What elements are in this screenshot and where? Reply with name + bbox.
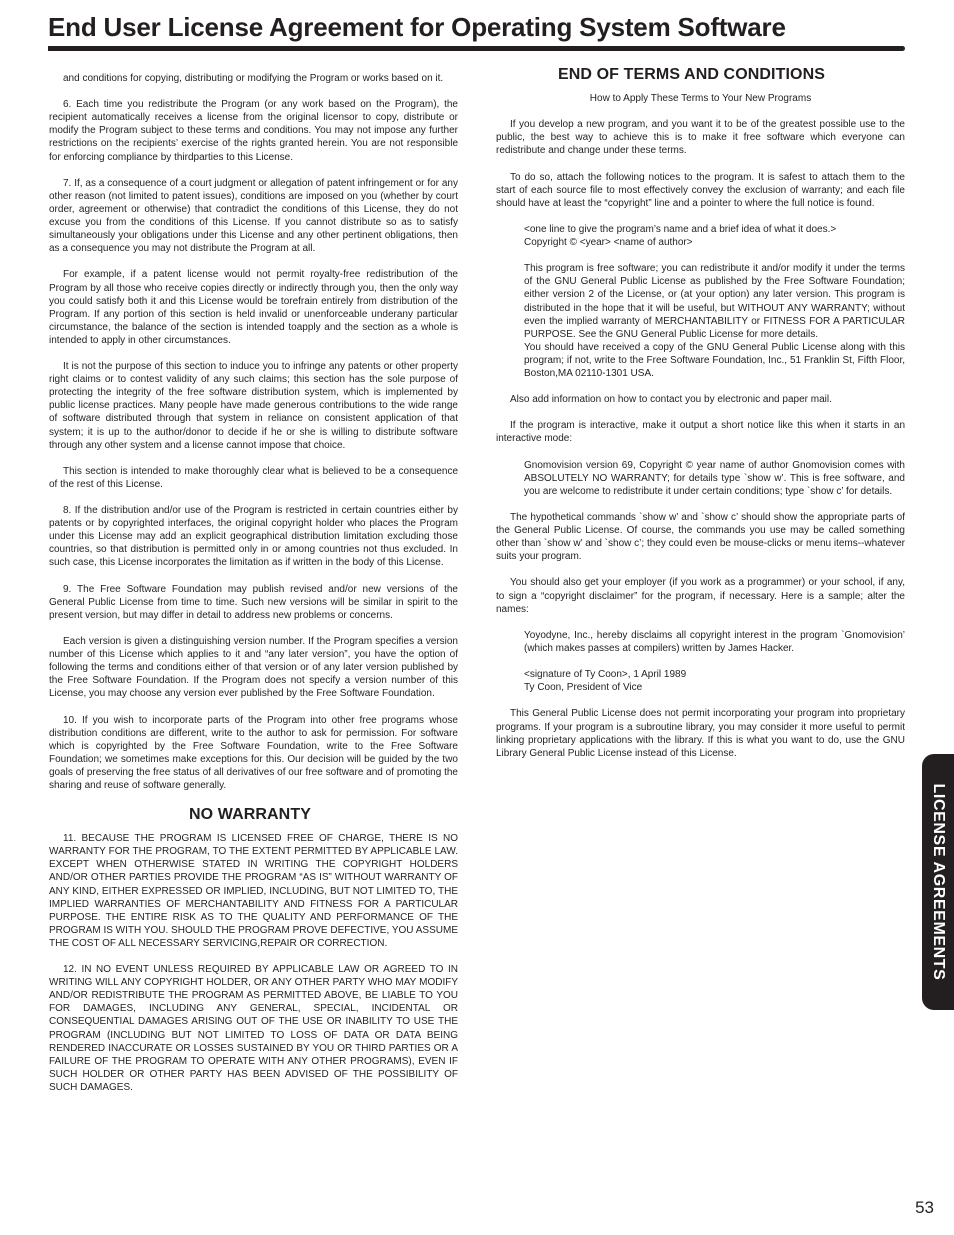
signature-line: Ty Coon, President of Vice: [524, 682, 643, 694]
section-side-tab: [922, 754, 954, 1010]
no-warranty-heading: NO WARRANTY: [189, 806, 311, 824]
left-column: [49, 72, 458, 1107]
paragraph: Also add information on how to contact you by electronic and paper mail.: [510, 394, 832, 406]
notice-body: This program is free software; you can redistribute it and/or modify it under the terms of the GNU General Public License as published by the Free Software Foundation; either version 2 of the License, or (at your option) any later version. This program is distributed in the hope that it will be useful, but WITHOUT ANY WARRANTY; without even the implied warranty of MERCHANTABILITY or FITNESS FOR A PARTICULAR PURPOSE. See the GNU General Public License for more details.: [524, 263, 905, 340]
end-of-terms-heading: END OF TERMS AND CONDITIONS: [558, 66, 825, 83]
paragraph: 10. If you wish to incorporate parts of the Program into other free programs whose distribution conditions are different, write to the author to ask for permission. For software which is copyrighted by the Free Software Foundation, write to the Free Software Foundation; we sometimes make exceptions for this. Our decision will be guided by the two goals of preserving the free status of all derivatives of our free software and of promoting the sharing and reuse of software generally.: [49, 714, 458, 792]
page-title: End User License Agreement for Operating System Software: [48, 12, 786, 42]
paragraph: If you develop a new program, and you want it to be of the greatest possible use to the public, the best way to achieve this is to make it free software which everyone can redistribute and change under these terms.: [496, 119, 905, 157]
paragraph: 11. BECAUSE THE PROGRAM IS LICENSED FREE OF CHARGE, THERE IS NO WARRANTY FOR THE PROGRAM, TO THE EXTENT PERMITTED BY APPLICABLE LAW. EXCEPT WHEN OTHERWISE STATED IN WRITING THE COPYRIGHT HOLDERS AND/OR OTHER PARTIES PROVIDE THE PROGRAM “AS IS” WITHOUT WARRANTY OF ANY KIND, EITHER EXPRESSED OR IMPLIED, INCLUDING, BUT NOT LIMITED TO, THE IMPLIED WARRANTIES OF MERCHANTABILITY AND FITNESS FOR A PARTICULAR PURPOSE. THE ENTIRE RISK AS TO THE QUALITY AND PERFORMANCE OF THE PROGRAM IS WITH YOU. SHOULD THE PROGRAM PROVE DEFECTIVE, YOU ASSUME THE COST OF ALL NECESSARY SERVICING,REPAIR OR CORRECTION.: [49, 833, 458, 949]
paragraph: To do so, attach the following notices to the program. It is safest to attach them to the start of each source file to most effectively convey the exclusion of warranty; and each file should have at least the “copyright” line and a pointer to where the full notice is found.: [496, 171, 905, 209]
notice-line: <one line to give the program’s name and a brief idea of what it does.>: [524, 223, 837, 235]
paragraph: 9. The Free Software Foundation may publish revised and/or new versions of the General Public License from time to time. Such new versions will be similar in spirit to the present version, but may differ in detail to address new problems or concerns.: [49, 583, 458, 621]
paragraph: The hypothetical commands `show w’ and `show c’ should show the appropriate parts of the General Public License. Of course, the commands you use may be called something other than `show w’ and `show c’; they could even be mouse-clicks or menu items--whatever suits your program.: [496, 512, 905, 563]
paragraph: You should also get your employer (if you work as a programmer) or your school, if any, to sign a “copyright disclaimer” for the program, if necessary. Here is a sample; alter the names:: [496, 577, 905, 615]
paragraph: Each version is given a distinguishing version number. If the Program specifies a version number of this License which applies to it and “any later version”, you have the option of following the terms and conditions either of that version or of any later version published by the Free Software Foundation. If the Program does not specify a version number of this License, you may choose any version ever published by the Free Software Foundation.: [49, 636, 458, 700]
paragraph: It is not the purpose of this section to induce you to infringe any patents or other property right claims or to contest validity of any such claims; this section has the sole purpose of protecting the integrity of the free software distribution system, which is implemented by public license practices. Many people have made generous contributions to the wide range of software distributed through that system in reliance on consistent application of that system; it is up to the author/donor to decide if he or she is willing to distribute software through any other system and a license cannot impose that choice.: [49, 361, 458, 451]
how-to-apply-subheading: How to Apply These Terms to Your New Programs: [589, 93, 812, 104]
interactive-notice: Gnomovision version 69, Copyright © year name of author Gnomovision comes with ABSOLUTELY NO WARRANTY; for details type `show w’. This is free software, and you are welcome to redistribute it under certain conditions; type `show c’ for details.: [524, 459, 905, 497]
paragraph: If the program is interactive, make it output a short notice like this when it starts in an interactive mode:: [496, 420, 905, 445]
paragraph: 7. If, as a consequence of a court judgment or allegation of patent infringement or for any other reason (not limited to patent issues), conditions are imposed on you (whether by court order, agreement or otherwise) that contradict the conditions of this License, they do not excuse you from the conditions of this License. If you cannot distribute so as to satisfy simultaneously your obligations under this License and any other pertinent obligations, then as a consequence you may not distribute the Program at all.: [49, 177, 458, 255]
copyright-disclaimer: Yoyodyne, Inc., hereby disclaims all copyright interest in the program `Gnomovision’ (which makes passes at compilers) written by James Hacker.: [524, 629, 905, 654]
notice-line: Copyright © <year> <name of author>: [524, 237, 693, 249]
title-rule: [48, 46, 905, 51]
notice-body: You should have received a copy of the GNU General Public License along with this program; if not, write to the Free Software Foundation, Inc., 51 Franklin St, Fifth Floor, Boston,MA 02110-1301 USA.: [524, 341, 905, 379]
paragraph: This General Public License does not permit incorporating your program into proprietary programs. If your program is a subroutine library, you may consider it more useful to permit linking proprietary applications with the library. If this is what you want to do, use the GNU Library General Public License instead of this License.: [496, 708, 905, 759]
paragraph: 6. Each time you redistribute the Program (or any work based on the Program), the recipient automatically receives a license from the original licensor to copy, distribute or modify the Program subject to these terms and conditions. You may not impose any further restrictions on the recipients’ exercise of the rights granted herein. You are not responsible for enforcing compliance by thirdparties to this License.: [49, 99, 458, 163]
paragraph: This section is intended to make thoroughly clear what is believed to be a consequence of the rest of this License.: [49, 465, 458, 490]
paragraph: 12. IN NO EVENT UNLESS REQUIRED BY APPLICABLE LAW OR AGREED TO IN WRITING WILL ANY COPYRIGHT HOLDER, OR ANY OTHER PARTY WHO MAY MODIFY AND/OR REDISTRIBUTE THE PROGRAM AS PERMITTED ABOVE, BE LIABLE TO YOU FOR DAMAGES, INCLUDING ANY GENERAL, SPECIAL, INCIDENTAL OR CONSEQUENTIAL DAMAGES ARISING OUT OF THE USE OR INABILITY TO USE THE PROGRAM (INCLUDING BUT NOT LIMITED TO LOSS OF DATA OR DATA BEING RENDERED INACCURATE OR LOSSES SUSTAINED BY YOU OR THIRD PARTIES OR A FAILURE OF THE PROGRAM TO OPERATE WITH ANY OTHER PROGRAMS), EVEN IF SUCH HOLDER OR OTHER PARTY HAS BEEN ADVISED OF THE POSSIBILITY OF SUCH DAMAGES.: [49, 964, 458, 1093]
page-number: 53: [915, 1198, 934, 1217]
side-tab-label: LICENSE AGREEMENTS: [930, 783, 947, 981]
paragraph: 8. If the distribution and/or use of the Program is restricted in certain countries either by patents or by copyrighted interfaces, the original copyright holder who places the Program under this License may add an explicit geographical distribution limitation excluding those countries, so that distribution is permitted only in or among countries not thus excluded. In such case, this License incorporates the limitation as if written in the body of this License.: [49, 505, 458, 569]
paragraph: For example, if a patent license would not permit royalty-free redistribution of the Program by all those who receive copies directly or indirectly through you, then the only way you could satisfy both it and this License would be torefrain entirely from distribution of the Program. If any portion of this section is held invalid or unenforceable underany particular circumstance, the balance of the section is intended toapply and the section as a whole is intended to apply in other circumstances.: [49, 269, 458, 346]
right-column: [496, 66, 905, 773]
paragraph: and conditions for copying, distributing or modifying the Program or works based on it.: [63, 73, 444, 84]
signature-line: <signature of Ty Coon>, 1 April 1989: [524, 669, 687, 681]
